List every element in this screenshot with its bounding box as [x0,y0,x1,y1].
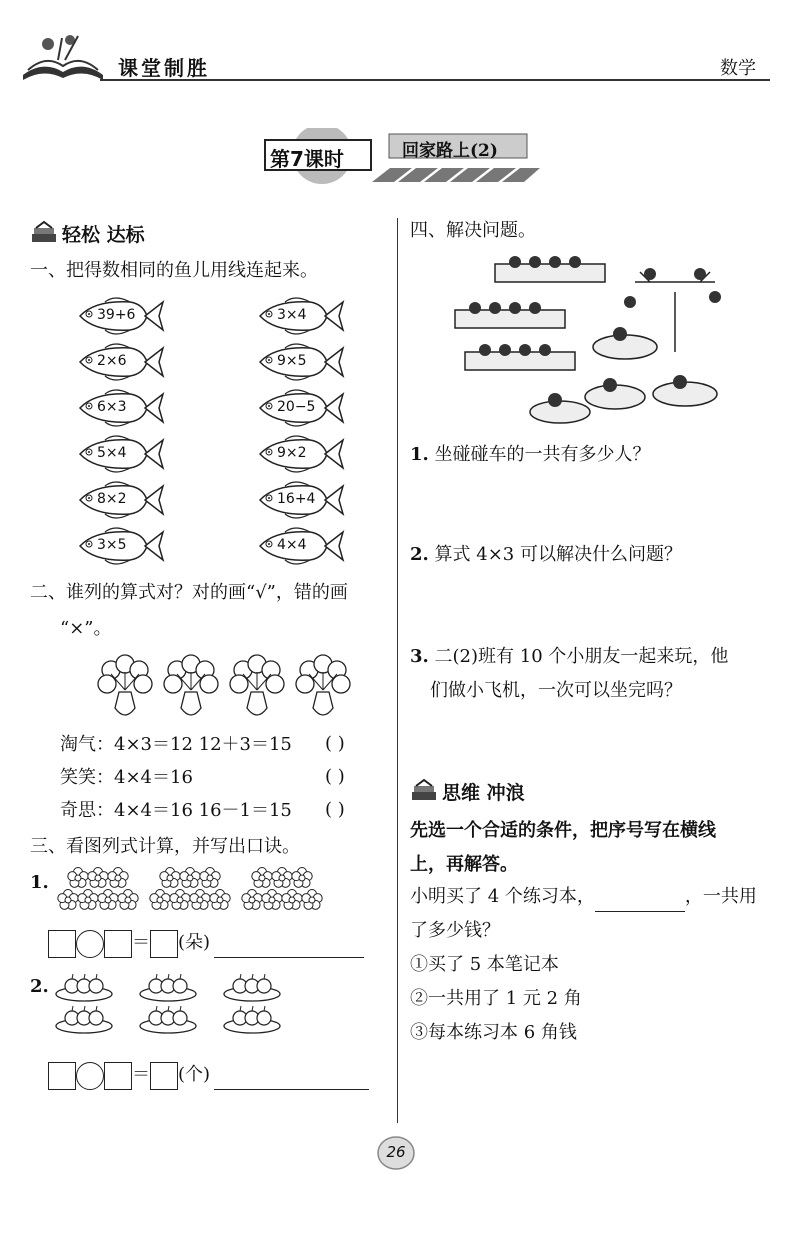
flower-icon [118,890,138,910]
fish-expression: 3×5 [97,537,127,553]
book-icon [18,30,108,82]
equals-sign: ＝ [132,1064,150,1085]
vases-illustration [95,650,355,722]
answer-box[interactable] [150,930,178,958]
fish-expression: 2×6 [97,353,127,369]
q2-answer-taoqi[interactable]: ( ) [325,733,345,754]
section-head-thinking [410,776,580,806]
question-3: 三、看图列式计算，并写出口诀。 [30,836,300,857]
plate-with-apples [140,974,196,1001]
fish-expression: 4×4 [277,537,307,553]
flower-icon [88,868,108,888]
question-4: 四、解决问题。 [410,220,536,241]
flower-icon [180,868,200,888]
option-3: ③每本练习本 6 角钱 [410,1022,577,1043]
vase-flowers [296,655,350,715]
answer-box[interactable] [48,1062,76,1090]
fish-expression: 5×4 [97,445,127,461]
section-head-easy [30,218,190,248]
question-1: 一、把得数相同的鱼儿用线连起来。 [30,260,318,281]
fish-right-1[interactable] [255,296,345,336]
flower-icon [242,890,262,910]
q3-item2-number: 2. [30,976,49,997]
apple-plates [42,970,342,1040]
fish-left-3[interactable] [75,388,165,428]
mnemonic-line[interactable] [214,1067,369,1090]
flower-icon [78,890,98,910]
fish-expression: 20−5 [277,399,316,415]
answer-box[interactable] [150,1062,178,1090]
header-rule [100,79,770,81]
fish-right-6[interactable] [255,526,345,566]
lesson-banner [262,128,542,186]
fish-matching-area [70,296,370,576]
flower-icon [292,868,312,888]
answer-box[interactable] [104,930,132,958]
flower-icon [262,890,282,910]
flower-clusters [48,866,328,914]
playground-illustration [435,252,765,434]
equals-sign: ＝ [132,932,150,953]
q2-row-xiaoxiao: 笑笑：4×4＝16 [60,767,193,788]
challenge-text-c: 了多少钱？ [410,920,500,941]
flower-icon [272,868,292,888]
q2-answer-xiaoxiao[interactable]: ( ) [325,766,345,787]
flower-icon [302,890,322,910]
option-1: ①买了 5 本笔记本 [410,954,559,975]
lesson-label: 第7课时 [270,147,344,171]
problem-1-text: 坐碰碰车的一共有多少人？ [434,444,651,465]
q2-answer-qisi[interactable]: ( ) [325,799,345,820]
fish-right-2[interactable] [255,342,345,382]
answer-box[interactable] [104,1062,132,1090]
plate-with-apples [140,1006,196,1033]
fish-expression: 9×2 [277,445,307,461]
flower-icon [68,868,88,888]
header-subject: 数学 [720,58,756,79]
unit-label: (个) [178,1064,211,1085]
operator-circle[interactable] [76,930,104,958]
fish-left-4[interactable] [75,434,165,474]
problem-2 [410,540,682,570]
q3-item1-number: 1. [30,872,49,893]
q2-row-taoqi: 淘气：4×3＝12 12＋3＝15 [60,734,292,755]
flower-icon [98,890,118,910]
flower-icon [190,890,210,910]
section-head-label: 轻松 达标 [62,224,145,246]
answer-box[interactable] [48,930,76,958]
challenge-text-b: ，一共用 [684,886,757,907]
fish-expression: 6×3 [97,399,127,415]
flower-icon [282,890,302,910]
flower-icon [150,890,170,910]
question-2-line1: 二、谁列的算式对？对的画“√”，错的画 [30,582,348,603]
fish-expression: 9×5 [277,353,307,369]
fish-expression: 8×2 [97,491,127,507]
vase-flowers [98,655,152,715]
playground-graphic [435,252,765,434]
lesson-title: 回家路上(2) [402,141,498,161]
header-logo [18,30,108,82]
header-title: 课堂制胜 [118,56,210,80]
q3-item2-equation [48,1060,388,1090]
plate-with-apples [56,1006,112,1033]
fish-expression: 3×4 [277,307,307,323]
flowers-groups [48,866,328,914]
books-icon [410,778,438,802]
flower-icon [58,890,78,910]
problem-3-line2: 们做小飞机，一次可以坐完吗？ [430,680,682,701]
question-2-line2: “×”。 [60,618,112,639]
page-number: 26 [386,1143,406,1161]
flower-icon [160,868,180,888]
fish-left-2[interactable] [75,342,165,382]
flower-icon [210,890,230,910]
vase-flowers [164,655,218,715]
fish-right-3[interactable] [255,388,345,428]
fish-right-4[interactable] [255,434,345,474]
plate-with-apples [224,974,280,1001]
condition-blank[interactable] [595,889,685,912]
operator-circle[interactable] [76,1062,104,1090]
problem-1-number: 1. [410,444,429,465]
unit-label: (朵) [178,932,211,953]
mnemonic-line[interactable] [214,935,364,958]
section-head-label: 思维 冲浪 [442,782,525,804]
flower-vases [95,650,355,722]
plate-with-apples [56,974,112,1001]
vase-flowers [230,655,284,715]
fish-expression: 16+4 [277,491,316,507]
column-divider [397,218,398,1123]
books-icon [30,220,58,244]
problem-2-text: 算式 4×3 可以解决什么问题？ [434,544,682,565]
problem-3-text-line1: 二(2)班有 10 个小朋友一起来玩，他 [434,646,729,667]
plate-with-apples [224,1006,280,1033]
q2-row-qisi: 奇思：4×4＝16 16－1＝15 [60,800,292,821]
fish-expression: 39+6 [97,307,136,323]
problem-3-number: 3. [410,646,429,667]
challenge-text-a: 小明买了 4 个练习本， [410,886,595,907]
problem-2-number: 2. [410,544,429,565]
option-2: ②一共用了 1 元 2 角 [410,988,582,1009]
flower-icon [200,868,220,888]
q3-item1-equation [48,928,388,958]
problem-1 [410,440,651,470]
challenge-problem [410,882,757,912]
apple-plates-graphic [42,970,342,1040]
challenge-line2: 上，再解答。 [410,854,518,875]
flower-icon [170,890,190,910]
challenge-line1: 先选一个合适的条件，把序号写在横线 [410,820,716,841]
fish-left-6[interactable] [75,526,165,566]
flower-icon [108,868,128,888]
problem-3 [410,642,728,672]
fish-right-5[interactable] [255,480,345,520]
fish-left-1[interactable] [75,296,165,336]
flower-icon [252,868,272,888]
page-number-badge [376,1135,416,1171]
fish-left-5[interactable] [75,480,165,520]
